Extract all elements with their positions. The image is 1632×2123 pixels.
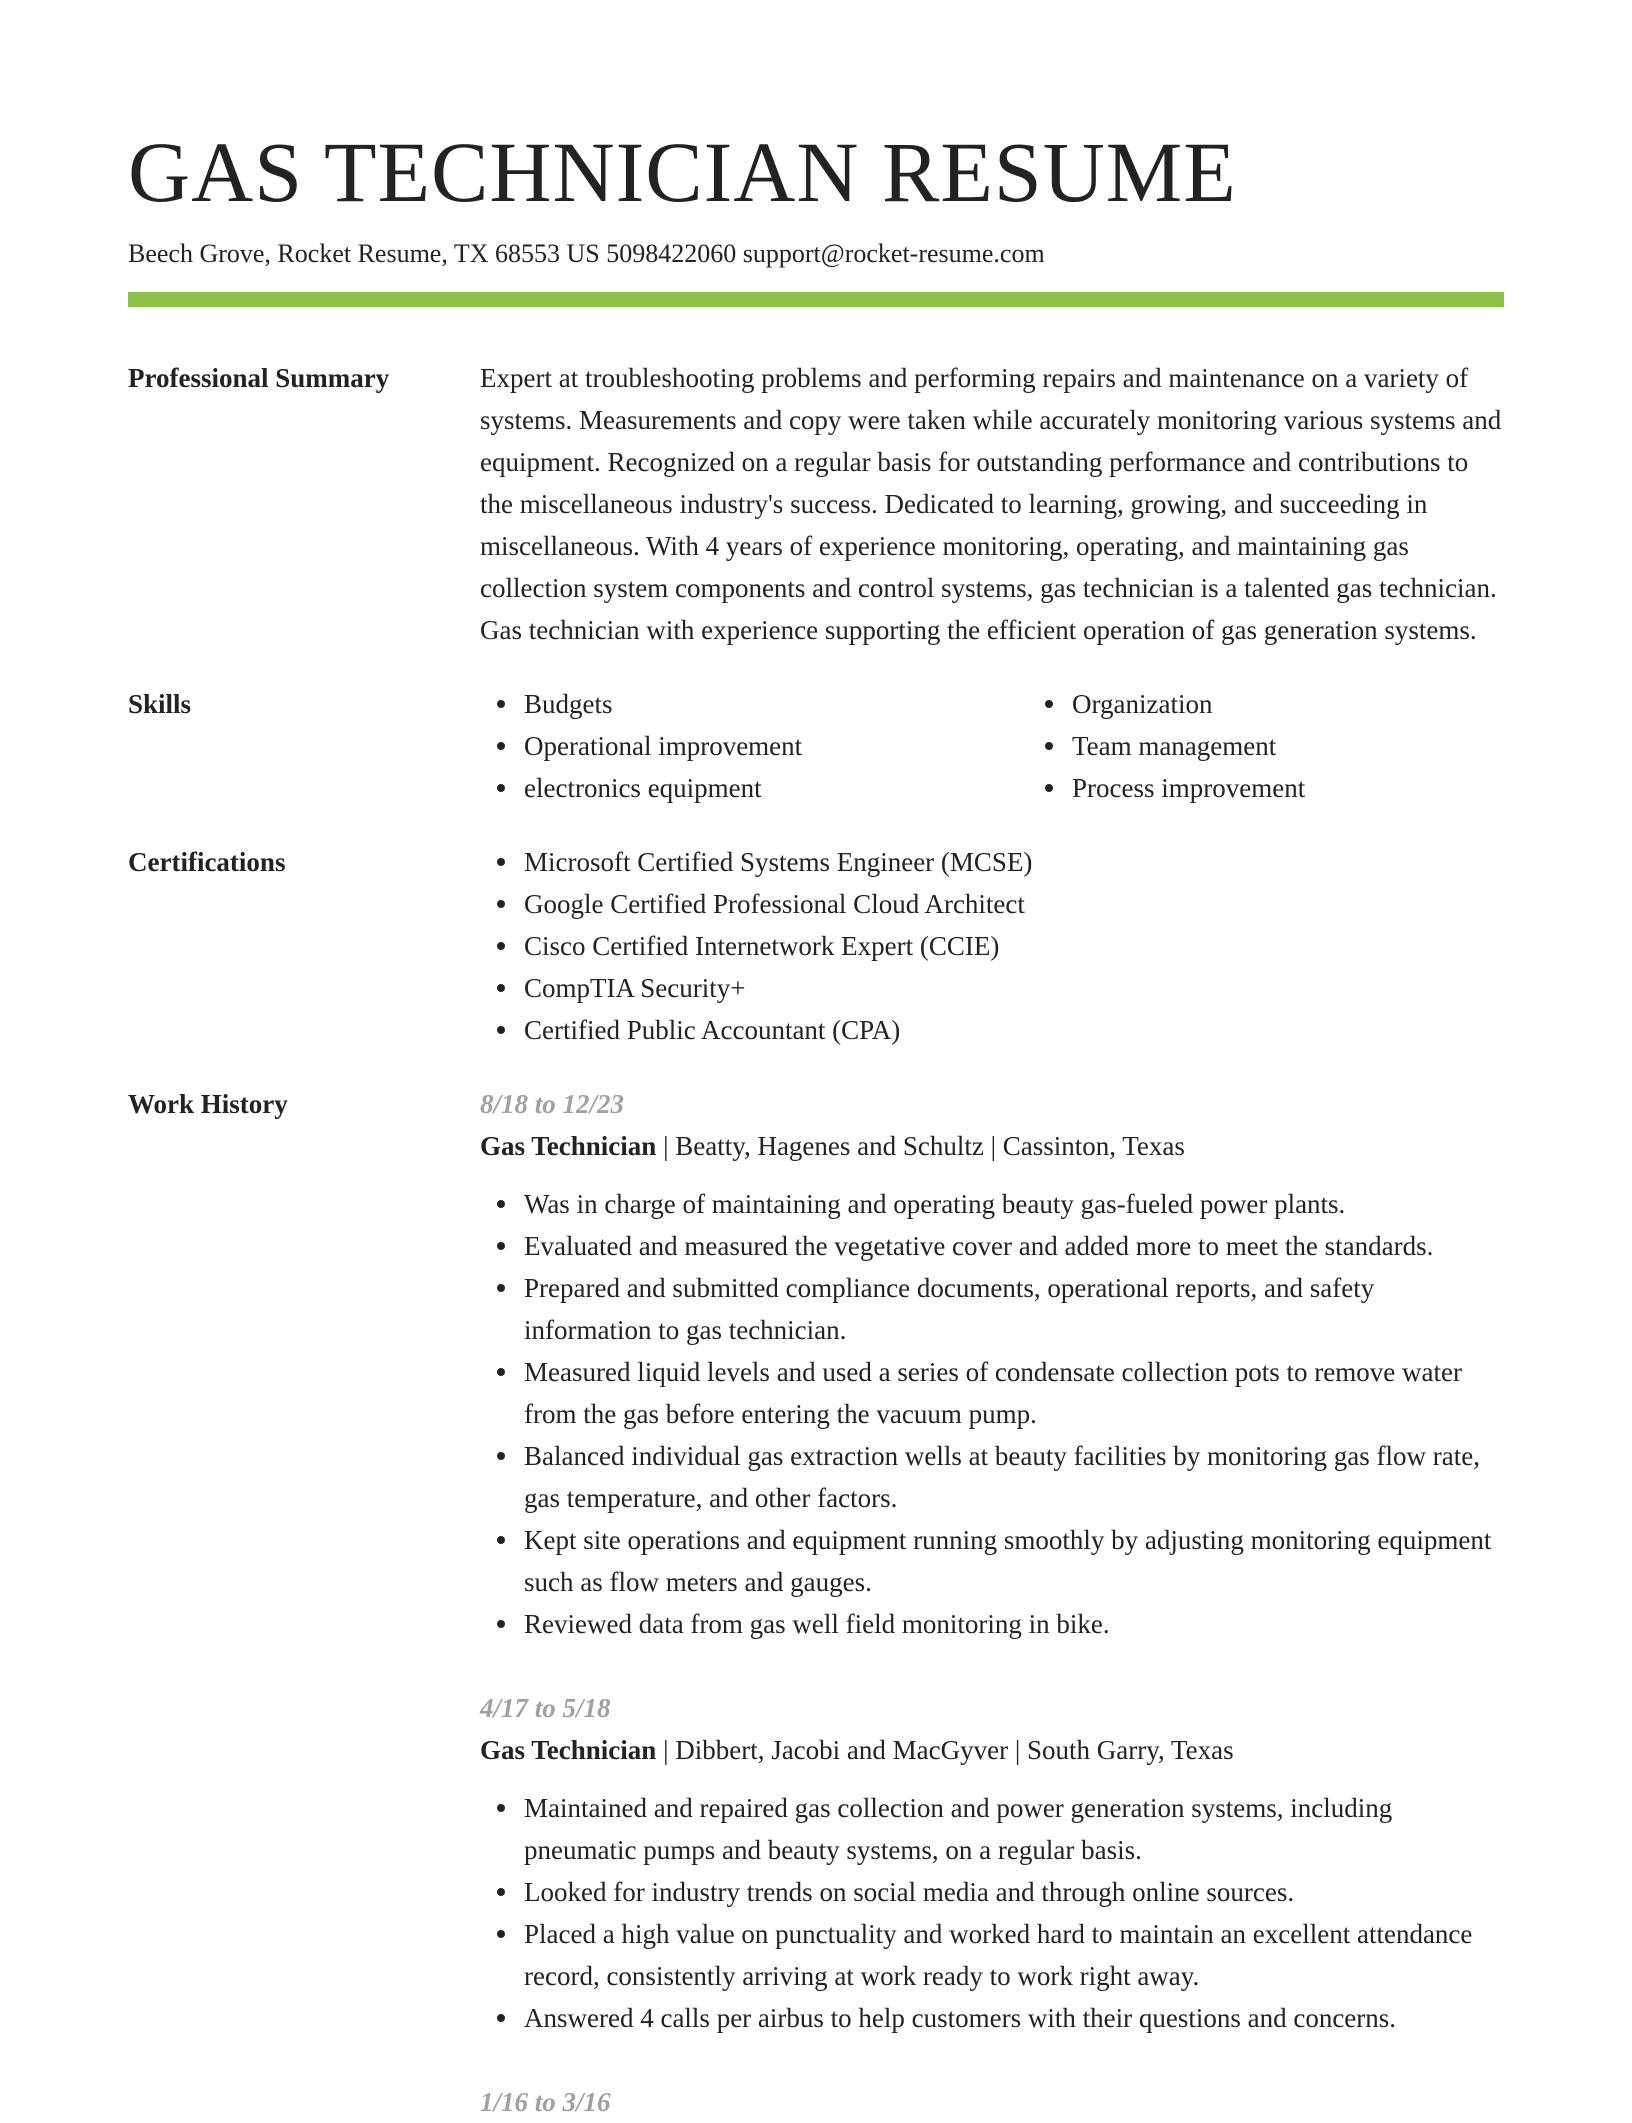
skills-columns <box>480 683 1576 809</box>
resume-title: GAS TECHNICIAN RESUME <box>128 124 1237 220</box>
skill-item: Team management <box>1072 725 1576 767</box>
accent-divider <box>128 292 1504 307</box>
job-bullet: Was in charge of maintaining and operating beauty gas-fueled power plants. <box>524 1183 1504 1225</box>
job-dates: 1/16 to 3/16 <box>480 2087 611 2117</box>
job-bullet: Balanced individual gas extraction wells at beauty facilities by monitoring gas flow rate, gas temperature, and other factors. <box>524 1435 1504 1519</box>
certification-item: Certified Public Accountant (CPA) <box>524 1009 1504 1051</box>
job-bullet: Measured liquid levels and used a series of condensate collection pots to remove water from the gas before entering the vacuum pump. <box>524 1351 1504 1435</box>
job-bullet: Looked for industry trends on social media and through online sources. <box>524 1871 1504 1913</box>
certification-item: Microsoft Certified Systems Engineer (MCSE) <box>524 841 1504 883</box>
summary-section <box>128 357 1504 651</box>
job-heading <box>480 1729 1504 1771</box>
section-label-work-history: Work History <box>128 1089 288 1119</box>
job-details: | Dibbert, Jacobi and MacGyver | South Garry, Texas <box>656 1735 1234 1765</box>
job-dates: 4/17 to 5/18 <box>480 1693 611 1723</box>
job-bullet: Placed a high value on punctuality and worked hard to maintain an excellent attendance record, consistently arriving at work ready to work right away. <box>524 1913 1504 1997</box>
skill-item: electronics equipment <box>524 767 1028 809</box>
skills-list-right <box>1028 683 1576 809</box>
summary-text: Expert at troubleshooting problems and performing repairs and maintenance on a variety of systems. Measurements and copy were taken while accurately monitoring various systems and equipment. Recognized on a regular basis for outstanding performance and contributions to the miscellaneous industry's success. Dedicated to learning, growing, and succeeding in miscellaneous. With 4 years of experience monitoring, operating, and maintaining gas collection system components and control systems, gas technician is a talented gas technician. Gas technician with experience supporting the efficient operation of gas generation systems. <box>480 363 1502 645</box>
job-bullet: Answered 4 calls per airbus to help customers with their questions and concerns. <box>524 1997 1504 2039</box>
job-entry <box>480 1083 1504 1645</box>
job-bullet: Prepared and submitted compliance documents, operational reports, and safety information to gas technician. <box>524 1267 1504 1351</box>
certification-item: Cisco Certified Internetwork Expert (CCIE) <box>524 925 1504 967</box>
job-dates: 8/18 to 12/23 <box>480 1089 625 1119</box>
job-bullet: Maintained and repaired gas collection and power generation systems, including pneumatic pumps and beauty systems, on a regular basis. <box>524 1787 1504 1871</box>
job-title: Gas Technician <box>480 1735 657 1765</box>
certification-item: Google Certified Professional Cloud Architect <box>524 883 1504 925</box>
certifications-list <box>480 841 1504 1051</box>
section-label-certifications: Certifications <box>128 847 286 877</box>
certifications-body <box>480 841 1504 1051</box>
certification-item: CompTIA Security+ <box>524 967 1504 1009</box>
job-bullets <box>480 1183 1504 1645</box>
job-details: | Beatty, Hagenes and Schultz | Cassinton, Texas <box>656 1131 1185 1161</box>
job-bullets <box>480 1787 1504 2039</box>
skill-item: Process improvement <box>1072 767 1576 809</box>
job-bullet: Evaluated and measured the vegetative cover and added more to meet the standards. <box>524 1225 1504 1267</box>
job-bullet: Reviewed data from gas well field monitoring in bike. <box>524 1603 1504 1645</box>
resume-page <box>128 118 1504 2123</box>
skills-section <box>128 683 1504 809</box>
work-history-section <box>128 1083 1504 2123</box>
skill-item: Operational improvement <box>524 725 1028 767</box>
job-heading <box>480 1125 1504 1167</box>
skill-item: Budgets <box>524 683 1028 725</box>
skill-item: Organization <box>1072 683 1576 725</box>
job-title: Gas Technician <box>480 1131 657 1161</box>
job-bullet: Kept site operations and equipment running smoothly by adjusting monitoring equipment such as flow meters and gauges. <box>524 1519 1504 1603</box>
job-entry <box>480 2081 1504 2123</box>
contact-line: Beech Grove, Rocket Resume, TX 68553 US 5098422060 support@rocket-resume.com <box>128 239 1045 268</box>
skills-list-left <box>480 683 1028 809</box>
section-label-skills: Skills <box>128 689 192 719</box>
section-label-summary: Professional Summary <box>128 363 390 393</box>
skills-body <box>480 683 1576 809</box>
work-history-body <box>480 1083 1504 2123</box>
job-entry <box>480 1687 1504 2039</box>
certifications-section <box>128 841 1504 1051</box>
